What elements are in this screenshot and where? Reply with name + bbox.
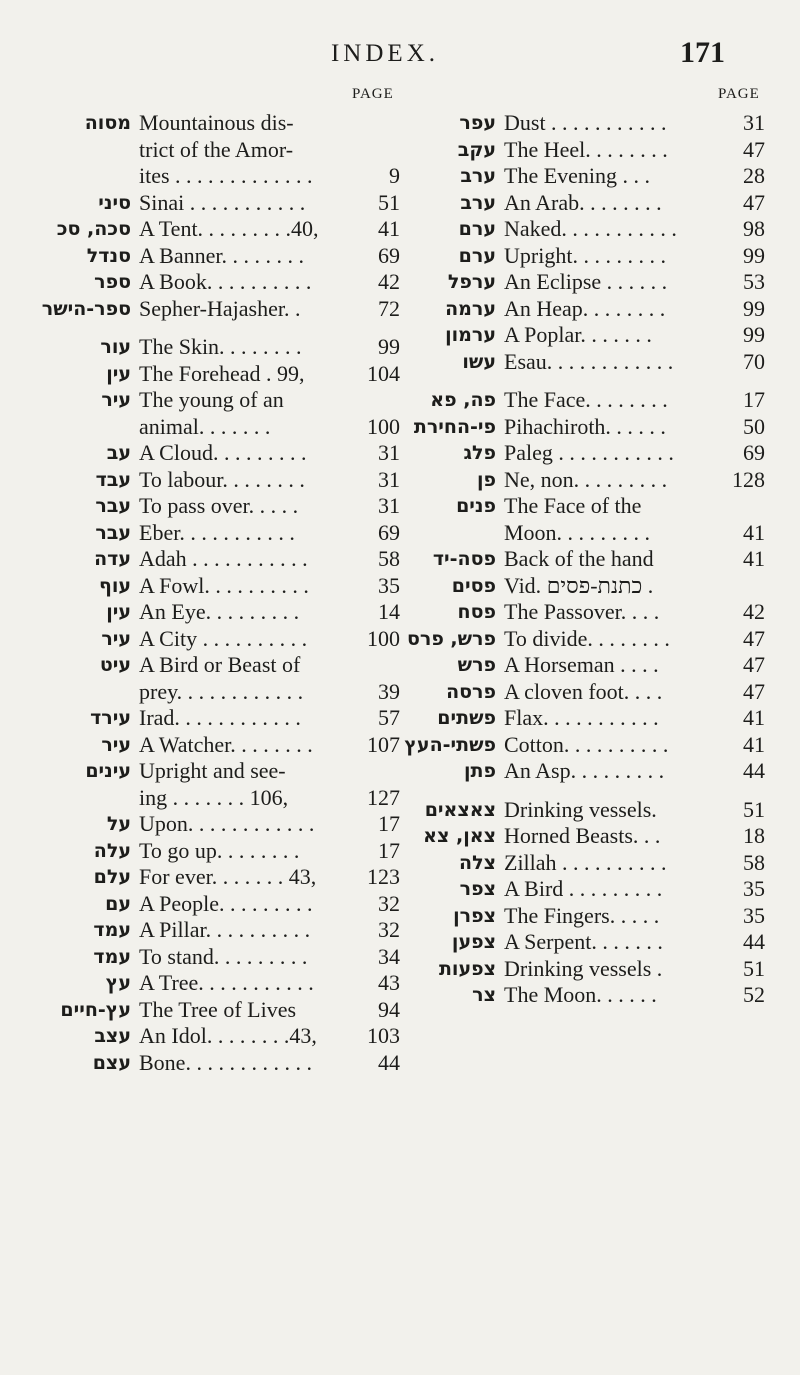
index-entry	[55, 970, 400, 997]
index-entry	[55, 917, 400, 944]
page-reference: 41	[743, 519, 765, 545]
page-reference: 41	[378, 216, 400, 241]
hebrew-term: עוף	[99, 574, 131, 597]
hebrew-term: צאן, צא	[423, 825, 496, 847]
english-gloss: A Book. . . . . . . . . .	[139, 269, 312, 294]
page-reference: 47	[743, 136, 765, 162]
english-gloss: trict of the Amor-	[139, 136, 294, 162]
page-reference: 103	[367, 1023, 400, 1048]
english-gloss: The Face. . . . . . . .	[504, 387, 668, 412]
english-gloss: A Poplar. . . . . . .	[504, 322, 652, 347]
page-reference: 47	[743, 189, 765, 215]
index-entry	[55, 679, 400, 706]
index-entry	[55, 838, 400, 865]
index-entry	[55, 520, 400, 547]
hebrew-term: עץ-חיים	[60, 998, 131, 1021]
index-entry	[420, 520, 765, 547]
english-gloss: Paleg . . . . . . . . . . .	[504, 440, 674, 465]
hebrew-term: עם	[105, 892, 131, 915]
english-gloss: To stand. . . . . . . . .	[139, 943, 308, 969]
english-gloss: ites . . . . . . . . . . . . .	[139, 163, 313, 188]
hebrew-term: פשתי-העץ	[404, 733, 496, 756]
index-entry	[55, 467, 400, 494]
english-gloss: To divide. . . . . . . .	[504, 625, 670, 651]
english-gloss: The Evening . . .	[504, 163, 651, 188]
hebrew-term: צפר	[459, 878, 496, 900]
page-reference: 17	[378, 837, 400, 863]
hebrew-term: ערמון	[445, 324, 496, 346]
english-gloss: The Face of the	[504, 493, 642, 518]
index-entry	[55, 190, 400, 217]
index-entry	[55, 732, 400, 759]
english-gloss: Flax. . . . . . . . . . .	[504, 705, 659, 730]
english-gloss: Moon. . . . . . . . .	[504, 519, 651, 545]
hebrew-term: ערם	[458, 218, 496, 240]
index-entry	[55, 334, 400, 361]
english-gloss: Pihachiroth. . . . . .	[504, 413, 666, 439]
index-entry	[55, 997, 400, 1024]
index-entry	[420, 349, 765, 376]
page-reference: 104	[367, 360, 400, 386]
page-reference: 98	[743, 216, 765, 241]
english-gloss: The Tree of Lives	[139, 996, 297, 1022]
english-gloss: Back of the hand	[504, 546, 654, 571]
english-gloss: Mountainous dis-	[139, 110, 294, 135]
hebrew-term: פי-החירת	[413, 415, 496, 438]
page-reference: 44	[743, 758, 765, 783]
index-entry	[420, 823, 765, 850]
english-gloss: Upon. . . . . . . . . . . .	[139, 811, 315, 836]
hebrew-term: עץ	[105, 972, 131, 994]
english-gloss: The Moon. . . . . .	[504, 982, 657, 1007]
page-reference: 100	[367, 413, 400, 439]
hebrew-term: עמד	[93, 945, 131, 968]
english-gloss: An Eye. . . . . . . . .	[139, 599, 300, 624]
hebrew-term: פסים	[451, 574, 496, 597]
index-entry	[55, 216, 400, 243]
hebrew-term: ערב	[460, 191, 496, 214]
index-column-right	[404, 110, 765, 1009]
english-gloss: A Cloud. . . . . . . . .	[139, 440, 307, 465]
index-entry	[55, 599, 400, 626]
index-entry	[420, 216, 765, 243]
page-reference: 51	[743, 955, 765, 981]
index-entry	[55, 652, 400, 679]
page-reference: 35	[743, 902, 765, 928]
page-reference: 99	[743, 242, 765, 268]
english-gloss: A Fowl. . . . . . . . . .	[139, 572, 309, 598]
hebrew-term: עשו	[462, 350, 496, 373]
hebrew-term: ספר	[94, 271, 131, 293]
english-gloss: Dust . . . . . . . . . . .	[504, 110, 667, 135]
english-gloss: An Eclipse . . . . . .	[504, 269, 668, 294]
hebrew-term: צאצאים	[424, 798, 496, 821]
hebrew-term: עיט	[99, 654, 131, 676]
page-reference: 31	[743, 110, 765, 135]
english-gloss: Sinai . . . . . . . . . . .	[139, 189, 306, 215]
english-gloss: A Serpent. . . . . . .	[504, 929, 663, 954]
english-gloss: For ever. . . . . . . 43,	[139, 864, 317, 889]
page-reference: 99	[743, 295, 765, 321]
english-gloss: A Watcher. . . . . . . .	[139, 731, 313, 757]
index-entry	[55, 269, 400, 296]
page-reference: 28	[743, 163, 765, 188]
english-gloss: Eber. . . . . . . . . . .	[139, 519, 295, 545]
page-reference: 99	[743, 322, 765, 347]
page-reference: 44	[378, 1049, 400, 1075]
index-entry	[420, 903, 765, 930]
hebrew-term: עור	[100, 336, 131, 358]
index-entry	[420, 440, 765, 467]
english-gloss: Upright and see-	[139, 758, 286, 783]
english-gloss: Drinking vessels .	[504, 955, 663, 981]
english-gloss: A Banner. . . . . . . .	[139, 242, 304, 268]
english-gloss: To pass over. . . . .	[139, 493, 299, 518]
english-gloss: Irad. . . . . . . . . . . .	[139, 705, 301, 730]
page-reference: 31	[378, 440, 400, 465]
hebrew-term: צפען	[451, 931, 496, 953]
page-reference: 58	[743, 849, 765, 875]
english-gloss: Ne, non. . . . . . . . .	[504, 466, 668, 492]
index-entry	[404, 731, 765, 759]
page-reference: 69	[378, 519, 400, 545]
index-entry	[55, 1023, 400, 1050]
page-reference: 44	[743, 929, 765, 954]
index-entry	[420, 269, 765, 296]
page-reference: 70	[743, 348, 765, 374]
page-reference: 42	[743, 599, 765, 624]
page-reference: 41	[743, 731, 765, 757]
english-gloss: The Fingers. . . . .	[504, 902, 660, 928]
page-reference: 41	[743, 546, 765, 571]
index-entry	[420, 243, 765, 270]
page-reference: 9	[389, 163, 400, 188]
page-reference: 14	[378, 599, 400, 624]
index-entry	[420, 679, 765, 706]
english-gloss: A Tent. . . . . . . . .40,	[139, 216, 319, 241]
hebrew-term: עירד	[90, 707, 131, 729]
hebrew-term: פסח	[457, 601, 496, 623]
page-reference: 107	[367, 731, 400, 757]
english-gloss: Sepher-Hajasher. .	[139, 295, 301, 321]
hebrew-term: עב	[106, 442, 131, 464]
column-header-right: PAGE	[718, 86, 760, 102]
hebrew-term: פלג	[463, 442, 496, 464]
index-entry	[55, 944, 400, 971]
index-entry	[420, 929, 765, 956]
english-gloss: A cloven foot. . . .	[504, 678, 663, 704]
index-entry	[420, 573, 765, 600]
hebrew-term: עדה	[94, 548, 131, 570]
column-header-left: PAGE	[352, 86, 394, 102]
english-gloss: The Heel. . . . . . . .	[504, 136, 668, 162]
page-reference: 127	[367, 784, 400, 810]
english-gloss: Vid. כתנת-פסים .	[504, 572, 654, 598]
page-reference: 35	[743, 876, 765, 901]
page-reference: 17	[743, 387, 765, 412]
english-gloss: A Pillar. . . . . . . . . .	[139, 917, 311, 942]
english-gloss: Bone. . . . . . . . . . . .	[139, 1049, 312, 1075]
page-number: 171	[680, 36, 725, 69]
index-entry	[420, 758, 765, 785]
hebrew-term: על	[106, 813, 131, 835]
page-reference: 31	[378, 466, 400, 492]
index-entry	[41, 295, 400, 323]
english-gloss: An Asp. . . . . . . . .	[504, 758, 665, 783]
page-reference: 100	[367, 625, 400, 651]
index-entry	[55, 864, 400, 891]
page-reference: 52	[743, 982, 765, 1007]
page-reference: 123	[367, 864, 400, 889]
english-gloss: A People. . . . . . . . .	[139, 890, 313, 916]
hebrew-term: פנים	[456, 495, 496, 517]
hebrew-term: עצב	[94, 1025, 131, 1047]
index-entry	[420, 850, 765, 877]
hebrew-term: פשתים	[437, 707, 496, 729]
page-reference: 17	[378, 811, 400, 836]
page-reference: 72	[378, 295, 400, 321]
page-reference: 42	[378, 269, 400, 294]
english-gloss: Upright. . . . . . . . .	[504, 242, 666, 268]
entry-gap	[55, 322, 400, 334]
entry-gap	[420, 785, 765, 797]
index-entry	[420, 163, 765, 190]
index-entry	[55, 493, 400, 520]
page-reference: 50	[743, 413, 765, 439]
hebrew-term: פרש, פרס	[406, 627, 496, 650]
index-entry	[55, 758, 400, 785]
hebrew-term: עין	[106, 601, 131, 623]
page-reference: 35	[378, 572, 400, 598]
hebrew-term: ערמה	[445, 297, 496, 320]
english-gloss: prey. . . . . . . . . . . .	[139, 678, 304, 704]
page-reference: 47	[743, 678, 765, 704]
index-entry	[420, 705, 765, 732]
english-gloss: An Idol. . . . . . . .43,	[139, 1023, 317, 1048]
hebrew-term: ערפל	[447, 271, 496, 293]
hebrew-term: ערב	[460, 165, 496, 187]
page-reference: 18	[743, 823, 765, 848]
english-gloss: An Arab. . . . . . . .	[504, 189, 662, 215]
english-gloss: To go up. . . . . . . .	[139, 837, 300, 863]
hebrew-term: פרש	[457, 654, 496, 676]
english-gloss: The young of an	[139, 387, 284, 412]
index-entry	[55, 414, 400, 441]
index-entry	[420, 876, 765, 903]
index-entry	[55, 440, 400, 467]
index-entry	[55, 163, 400, 190]
hebrew-term: צפרן	[453, 904, 496, 927]
english-gloss: An Heap. . . . . . . .	[504, 295, 666, 321]
index-entry	[55, 243, 400, 270]
page-reference: 57	[378, 705, 400, 730]
hebrew-term: עבד	[95, 468, 131, 491]
hebrew-term: עמד	[93, 919, 131, 941]
page-title: INDEX.	[330, 40, 439, 67]
hebrew-term: סכה, סכ	[56, 218, 131, 240]
english-gloss: Zillah . . . . . . . . . .	[504, 849, 667, 875]
hebrew-term: צלה	[459, 851, 496, 874]
page-reference: 94	[378, 996, 400, 1022]
page-reference: 34	[378, 943, 400, 969]
index-entry	[55, 110, 400, 137]
index-entry	[420, 467, 765, 494]
page-reference: 99	[378, 334, 400, 359]
english-gloss: A City . . . . . . . . . .	[139, 625, 308, 651]
hebrew-term: עיר	[101, 733, 131, 756]
hebrew-term: עצם	[92, 1051, 131, 1074]
page-reference: 47	[743, 625, 765, 651]
index-entry	[420, 797, 765, 824]
english-gloss: A Tree. . . . . . . . . . .	[139, 970, 314, 995]
hebrew-term: צר	[472, 984, 496, 1006]
english-gloss: A Horseman . . . .	[504, 652, 659, 677]
english-gloss: Drinking vessels.	[504, 796, 657, 822]
hebrew-term: צפעות	[438, 957, 496, 980]
page-reference: 69	[378, 242, 400, 268]
index-entry	[420, 137, 765, 164]
index-entry	[55, 705, 400, 732]
index-entry	[55, 626, 400, 653]
hebrew-term: עקב	[457, 138, 496, 161]
hebrew-term: פסה-יד	[432, 548, 496, 570]
index-column-left	[41, 110, 400, 1076]
index-entry	[420, 110, 765, 137]
index-entry	[55, 361, 400, 388]
english-gloss: To labour. . . . . . . .	[139, 466, 305, 492]
index-entry	[55, 387, 400, 414]
index-entry	[420, 387, 765, 414]
hebrew-term: ערם	[458, 244, 496, 267]
index-entry	[406, 625, 765, 653]
hebrew-term: עלם	[93, 866, 131, 888]
hebrew-term: עלה	[93, 839, 131, 862]
hebrew-term: עבר	[95, 495, 131, 517]
index-entry	[55, 891, 400, 918]
index-entry	[413, 413, 765, 441]
page-reference: 51	[743, 796, 765, 822]
page-reference: 47	[743, 652, 765, 677]
hebrew-term: עפר	[459, 112, 496, 134]
index-entry	[55, 573, 400, 600]
hebrew-term: פתן	[464, 760, 496, 782]
hebrew-term: ספר-הישר	[41, 297, 131, 320]
index-entry	[55, 137, 400, 164]
index-entry	[55, 811, 400, 838]
index-entry	[420, 956, 765, 983]
index-entry	[420, 599, 765, 626]
page-reference: 51	[378, 189, 400, 215]
english-gloss: animal. . . . . . .	[139, 413, 271, 439]
page-reference: 128	[732, 466, 765, 492]
english-gloss: The Forehead . 99,	[139, 360, 305, 386]
page-reference: 43	[378, 970, 400, 995]
hebrew-term: פרסה	[446, 680, 496, 703]
english-gloss: A Bird or Beast of	[139, 652, 301, 677]
index-entry	[420, 322, 765, 349]
page-reference: 58	[378, 546, 400, 571]
index-entry	[420, 652, 765, 679]
hebrew-term: עבר	[95, 521, 131, 544]
english-gloss: Cotton. . . . . . . . . .	[504, 731, 669, 757]
hebrew-term: עיר	[101, 627, 131, 650]
english-gloss: Adah . . . . . . . . . . .	[139, 546, 308, 571]
index-entry	[420, 190, 765, 217]
english-gloss: Esau. . . . . . . . . . . .	[504, 348, 674, 374]
english-gloss: A Bird . . . . . . . . .	[504, 876, 663, 901]
index-entry	[55, 546, 400, 573]
hebrew-term: עין	[106, 362, 131, 385]
english-gloss: Naked. . . . . . . . . . .	[504, 216, 677, 241]
hebrew-term: עינים	[85, 760, 131, 782]
index-entry	[55, 1050, 400, 1077]
english-gloss: The Passover. . . .	[504, 599, 660, 624]
page-reference: 39	[378, 678, 400, 704]
hebrew-term: מסוה	[84, 112, 131, 134]
hebrew-term: עיר	[101, 389, 131, 411]
page-reference: 41	[743, 705, 765, 730]
page-reference: 31	[378, 493, 400, 518]
index-entry	[55, 785, 400, 812]
entry-gap	[420, 375, 765, 387]
index-entry	[420, 493, 765, 520]
english-gloss: Horned Beasts. . .	[504, 823, 661, 848]
index-entry	[420, 546, 765, 573]
english-gloss: The Skin. . . . . . . .	[139, 334, 302, 359]
hebrew-term: סנדל	[86, 244, 131, 267]
page-reference: 32	[378, 917, 400, 942]
page-reference: 53	[743, 269, 765, 294]
hebrew-term: פן	[476, 468, 496, 491]
index-entry	[420, 982, 765, 1009]
index-entry	[420, 296, 765, 323]
hebrew-term: סיני	[98, 191, 131, 214]
hebrew-term: פה, פא	[430, 389, 496, 411]
page-reference: 32	[378, 890, 400, 916]
english-gloss: ing . . . . . . . 106,	[139, 784, 289, 810]
page-reference: 69	[743, 440, 765, 465]
